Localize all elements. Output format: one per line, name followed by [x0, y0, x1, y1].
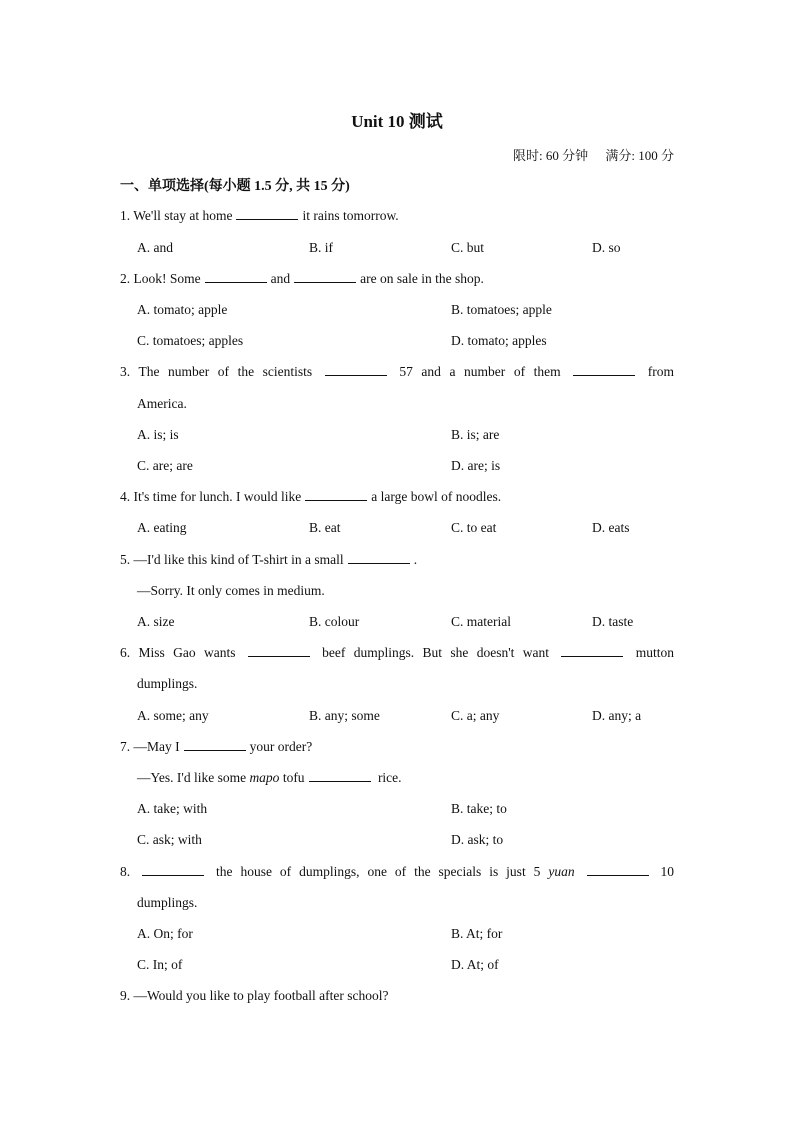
- option-c: C. but: [451, 240, 485, 255]
- question-text: mutton: [635, 645, 674, 660]
- answer-blank: [205, 268, 267, 283]
- answer-blank: [184, 736, 246, 751]
- question-text: .: [413, 552, 418, 567]
- question-1: [120, 200, 674, 231]
- italic-term: mapo: [249, 770, 280, 785]
- option-a: A. take; with: [137, 801, 208, 816]
- answer-blank: [142, 861, 204, 876]
- question-text: 3. The number of the scientists: [120, 364, 313, 379]
- question-7: [120, 731, 674, 762]
- question-text: beef dumplings. But she doesn't want: [322, 645, 550, 660]
- question-text: 10: [660, 864, 675, 879]
- option-d: D. so: [592, 240, 621, 255]
- question-continuation: America.: [137, 396, 187, 411]
- answer-blank: [573, 361, 635, 376]
- question-9: 9. —Would you like to play football after school?: [120, 988, 389, 1003]
- option-c: C. material: [451, 614, 511, 629]
- question-3: [120, 356, 674, 387]
- question-8: [120, 856, 674, 887]
- option-d: D. are; is: [451, 458, 501, 473]
- option-a: A. On; for: [137, 926, 193, 941]
- option-a: A. size: [137, 614, 175, 629]
- option-a: A. tomato; apple: [137, 302, 228, 317]
- dialogue-reply: [137, 762, 402, 793]
- question-text: tofu: [282, 770, 305, 785]
- question-text: rice.: [377, 770, 402, 785]
- option-d: D. any; a: [592, 708, 642, 723]
- question-text: 6. Miss Gao wants: [120, 645, 236, 660]
- option-d: D. tomato; apples: [451, 333, 547, 348]
- option-b: B. is; are: [451, 427, 500, 442]
- question-text: are on sale in the shop.: [360, 271, 484, 286]
- question-6: [120, 637, 674, 668]
- question-text: 1. We'll stay at home: [120, 208, 233, 223]
- answer-blank: [236, 205, 298, 220]
- section-heading: 一、单项选择(每小题 1.5 分, 共 15 分): [120, 179, 350, 194]
- question-text: 2. Look! Some: [120, 271, 201, 286]
- option-b: B. At; for: [451, 926, 503, 941]
- option-b: B. tomatoes; apple: [451, 302, 552, 317]
- question-5: [120, 544, 674, 575]
- option-b: B. eat: [309, 520, 341, 535]
- option-b: B. take; to: [451, 801, 507, 816]
- question-text: and: [270, 271, 291, 286]
- option-c: C. In; of: [137, 957, 183, 972]
- page-title: Unit 10 测试: [351, 112, 443, 131]
- answer-blank: [294, 268, 356, 283]
- answer-blank: [305, 486, 367, 501]
- question-text: 5. —I'd like this kind of T-shirt in a small: [120, 552, 344, 567]
- answer-blank: [587, 861, 649, 876]
- option-a: A. some; any: [137, 708, 209, 723]
- question-text: a large bowl of noodles.: [371, 489, 502, 504]
- option-d: D. ask; to: [451, 832, 504, 847]
- question-text: from: [647, 364, 675, 379]
- option-a: A. and: [137, 240, 173, 255]
- question-text: 57 and a number of them: [399, 364, 561, 379]
- option-d: D. taste: [592, 614, 634, 629]
- answer-blank: [348, 549, 410, 564]
- time-limit: 限时: 60 分钟: [513, 148, 589, 163]
- question-text: 7. —May I: [120, 739, 180, 754]
- question-text: your order?: [249, 739, 313, 754]
- option-c: C. to eat: [451, 520, 497, 535]
- question-text: it rains tomorrow.: [302, 208, 399, 223]
- option-a: A. eating: [137, 520, 187, 535]
- answer-blank: [309, 767, 371, 782]
- option-b: B. any; some: [309, 708, 380, 723]
- question-2: [120, 263, 674, 294]
- question-4: [120, 481, 674, 512]
- option-c: C. ask; with: [137, 832, 202, 847]
- option-c: C. tomatoes; apples: [137, 333, 244, 348]
- question-text: the house of dumplings, one of the specials is just 5: [216, 864, 541, 879]
- option-b: B. if: [309, 240, 334, 255]
- question-number: 8.: [120, 864, 131, 879]
- dialogue-reply: —Sorry. It only comes in medium.: [137, 583, 325, 598]
- italic-term: yuan: [548, 864, 575, 879]
- question-continuation: dumplings.: [137, 895, 198, 910]
- question-text: 4. It's time for lunch. I would like: [120, 489, 302, 504]
- answer-blank: [325, 361, 387, 376]
- option-a: A. is; is: [137, 427, 179, 442]
- option-c: C. a; any: [451, 708, 500, 723]
- option-d: D. At; of: [451, 957, 499, 972]
- option-d: D. eats: [592, 520, 630, 535]
- answer-blank: [561, 642, 623, 657]
- option-c: C. are; are: [137, 458, 193, 473]
- question-text: —Yes. I'd like some: [137, 770, 247, 785]
- full-score: 满分: 100 分: [605, 148, 674, 163]
- exam-meta: [499, 145, 674, 164]
- question-continuation: dumplings.: [137, 676, 198, 691]
- option-b: B. colour: [309, 614, 360, 629]
- answer-blank: [248, 642, 310, 657]
